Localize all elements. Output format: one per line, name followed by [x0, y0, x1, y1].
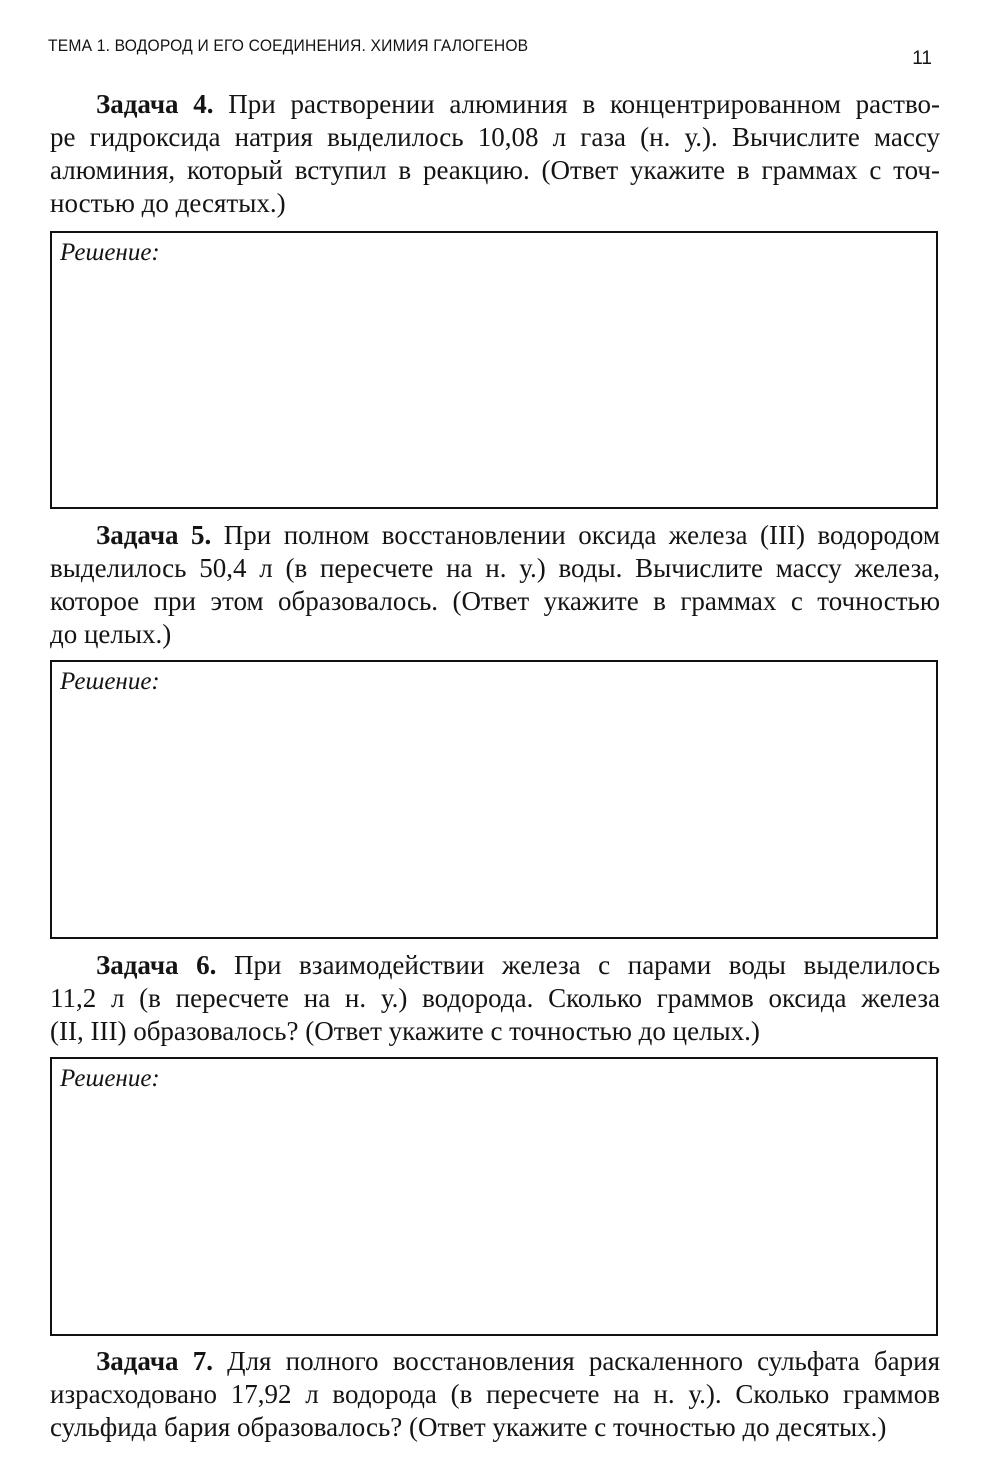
task-7-label: Задача 7.: [96, 1346, 213, 1376]
task-6-line-3: (II, III) образовалось? (Ответ укажите с точностью до целых.): [50, 1016, 760, 1046]
task-4-solution-label: Решение:: [60, 239, 160, 266]
task-5-solution-box[interactable]: [50, 660, 938, 939]
task-4-line-1: Задача 4. При растворении алюминия в концентрированном раство-: [96, 89, 940, 119]
task-6-label: Задача 6.: [96, 950, 217, 980]
task-6-solution-box[interactable]: [50, 1057, 938, 1336]
task-4-line-4: ностью до десятых.): [50, 188, 286, 218]
task-5-solution-label: Решение:: [60, 668, 160, 695]
task-7-line-3: сульфида бария образовалось? (Ответ укажите с точностью до десятых.): [50, 1412, 887, 1442]
page-number: 11: [912, 48, 932, 69]
task-6-line-1: Задача 6. При взаимодействии железа с парами воды выделилось: [96, 950, 941, 980]
task-5-line-4: до целых.): [50, 619, 172, 649]
task-6-line-2: 11,2 л (в пересчете на н. у.) водорода. Сколько граммов оксида железа: [50, 983, 940, 1013]
task-4-line-3: алюминия, который вступил в реакцию. (Ответ укажите в граммах с точ-: [50, 155, 940, 185]
task-7: [50, 1345, 940, 1444]
task-7-line-2: израсходовано 17,92 л водорода (в пересчете на н. у.). Сколько граммов: [50, 1379, 940, 1409]
task-5-label: Задача 5.: [96, 520, 212, 550]
task-6-solution-label: Решение:: [60, 1065, 160, 1092]
task-4-solution-box[interactable]: [50, 231, 938, 509]
task-5: [50, 519, 940, 651]
task-5-line-3: которое при этом образовалось. (Ответ укажите в граммах с точностью: [50, 586, 940, 616]
task-5-line-2: выделилось 50,4 л (в пересчете на н. у.) воды. Вычислите массу железа,: [50, 553, 940, 583]
task-7-line-1: Задача 7. Для полного восстановления раскаленного сульфата бария: [96, 1346, 941, 1376]
running-header: ТЕМА 1. ВОДОРОД И ЕГО СОЕДИНЕНИЯ. ХИМИЯ ГАЛОГЕНОВ: [48, 36, 529, 55]
task-5-line-1: Задача 5. При полном восстановлении оксида железа (III) водородом: [96, 520, 940, 550]
task-4: [50, 88, 940, 220]
task-4-label: Задача 4.: [96, 89, 214, 119]
task-4-line-2: ре гидроксида натрия выделилось 10,08 л газа (н. у.). Вычислите массу: [50, 122, 940, 152]
task-6: [50, 949, 940, 1048]
